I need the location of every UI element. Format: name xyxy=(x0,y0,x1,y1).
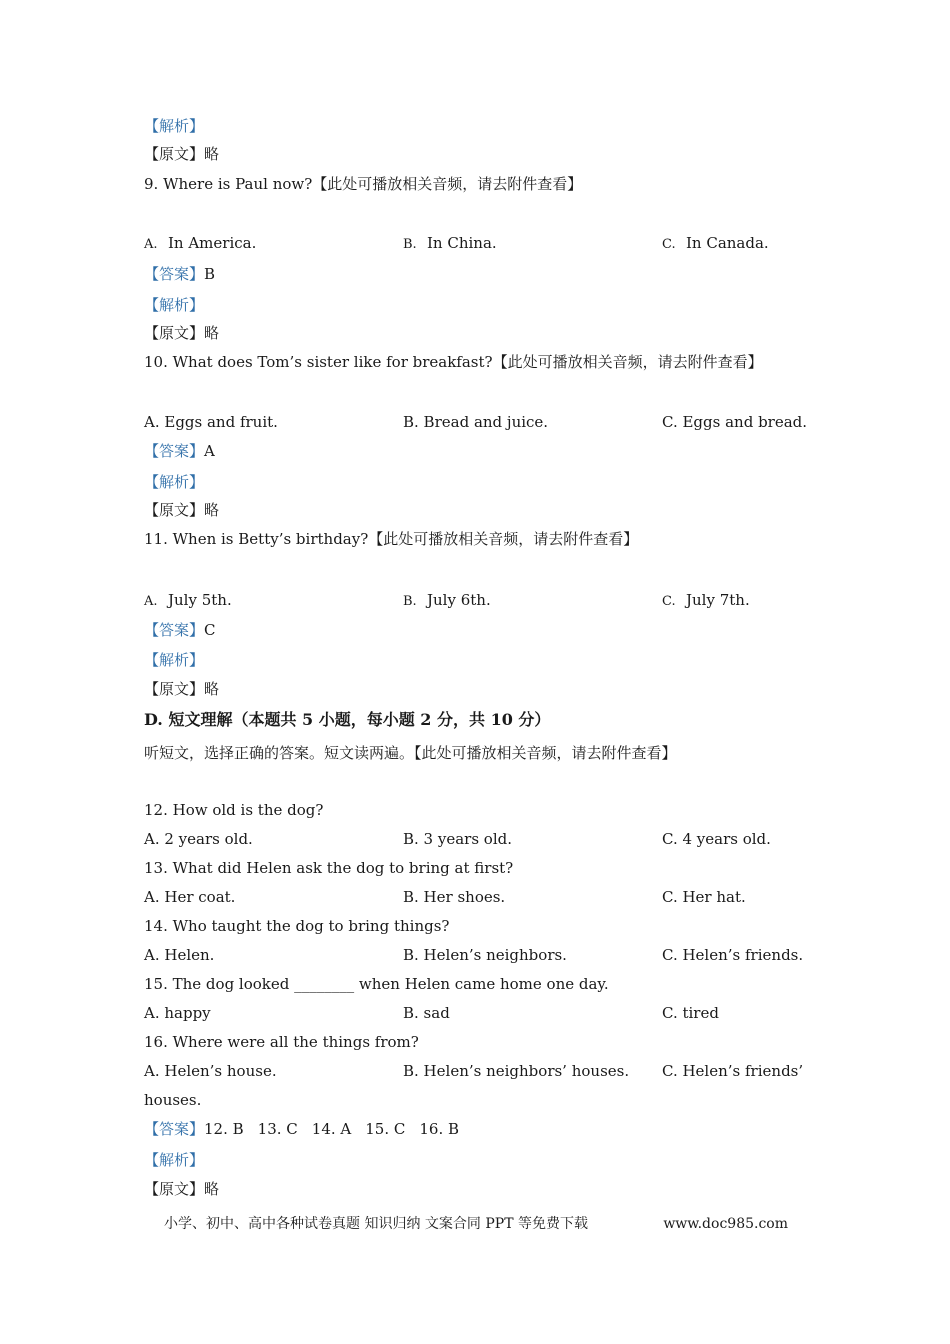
q14-option-a: A. Helen. xyxy=(144,946,215,964)
q10-analysis-label: 【解析】 xyxy=(144,473,205,491)
q13-option-c: C. Her hat. xyxy=(662,888,746,906)
footer-text: 小学、初中、高中各种试卷真题 知识归纳 文案合同 PPT 等免费下载 xyxy=(164,1216,588,1232)
q10-answer: 【答案】A xyxy=(144,442,215,460)
q9-analysis-label: 【解析】 xyxy=(144,296,205,314)
q16-option-c-wrap: houses. xyxy=(144,1091,202,1109)
q12-option-c: C. 4 years old. xyxy=(662,830,771,848)
q16-option-a: A. Helen’s house. xyxy=(144,1062,277,1080)
q9-option-a: A. In America. xyxy=(144,234,257,252)
question-11: 11. When is Betty’s birthday?【此处可播放相关音频，请去附件查看】 xyxy=(144,530,639,548)
q15-option-a: A. happy xyxy=(144,1004,211,1022)
section-d-analysis-label: 【解析】 xyxy=(144,1151,205,1169)
q15-option-b: B. sad xyxy=(403,1004,450,1022)
q16-option-b: B. Helen’s neighbors’ houses. xyxy=(403,1062,630,1080)
q11-option-c: C. July 7th. xyxy=(662,591,750,609)
q9-option-c: C. In Canada. xyxy=(662,234,769,252)
answer-item: 12. B xyxy=(204,1120,244,1138)
q11-transcript: 【原文】略 xyxy=(144,680,220,698)
section-d-instruction: 听短文，选择正确的答案。短文读两遍。【此处可播放相关音频，请去附件查看】 xyxy=(144,744,677,762)
q12-option-a: A. 2 years old. xyxy=(144,830,253,848)
q10-transcript: 【原文】略 xyxy=(144,501,220,519)
q13-option-b: B. Her shoes. xyxy=(403,888,506,906)
answer-item: 16. B xyxy=(419,1120,460,1138)
answer-item: 13. C xyxy=(257,1120,298,1138)
q11-option-b: B. July 6th. xyxy=(403,591,491,609)
q16-option-c: C. Helen’s friends’ xyxy=(662,1062,804,1080)
answer-item: 14. A xyxy=(311,1120,352,1138)
question-9: 9. Where is Paul now?【此处可播放相关音频，请去附件查看】 xyxy=(144,175,583,193)
question-15: 15. The dog looked ________ when Helen came home one day. xyxy=(144,975,609,993)
footer-site-link[interactable]: www.doc985.com xyxy=(663,1216,788,1232)
page-footer xyxy=(164,1211,788,1237)
q15-option-c: C. tired xyxy=(662,1004,719,1022)
q11-option-a: A. July 5th. xyxy=(144,591,232,609)
q10-option-a: A. Eggs and fruit. xyxy=(144,413,278,431)
question-14: 14. Who taught the dog to bring things? xyxy=(144,917,450,935)
question-16: 16. Where were all the things from? xyxy=(144,1033,419,1051)
question-12: 12. How old is the dog? xyxy=(144,801,324,819)
q14-option-c: C. Helen’s friends. xyxy=(662,946,804,964)
q9-answer: 【答案】B xyxy=(144,265,216,283)
q13-option-a: A. Her coat. xyxy=(144,888,236,906)
section-d-heading: D. 短文理解（本题共 5 小题，每小题 2 分，共 10 分） xyxy=(144,710,551,729)
q12-option-b: B. 3 years old. xyxy=(403,830,512,848)
transcript-line: 【原文】略 xyxy=(144,145,220,163)
question-13: 13. What did Helen ask the dog to bring at first? xyxy=(144,859,514,877)
section-d-answers: 【答案】12. B 13. C 14. A 15. C 16. B xyxy=(144,1116,473,1142)
q11-analysis-label: 【解析】 xyxy=(144,651,205,669)
analysis-label: 【解析】 xyxy=(144,117,205,135)
q9-transcript: 【原文】略 xyxy=(144,324,220,342)
q10-option-b: B. Bread and juice. xyxy=(403,413,549,431)
answer-item: 15. C xyxy=(365,1120,406,1138)
section-d-transcript: 【原文】略 xyxy=(144,1180,220,1198)
q9-option-b: B. In China. xyxy=(403,234,497,252)
q10-option-c: C. Eggs and bread. xyxy=(662,413,808,431)
question-10: 10. What does Tom’s sister like for breakfast?【此处可播放相关音频，请去附件查看】 xyxy=(144,353,763,371)
q14-option-b: B. Helen’s neighbors. xyxy=(403,946,567,964)
q11-answer: 【答案】C xyxy=(144,621,216,639)
